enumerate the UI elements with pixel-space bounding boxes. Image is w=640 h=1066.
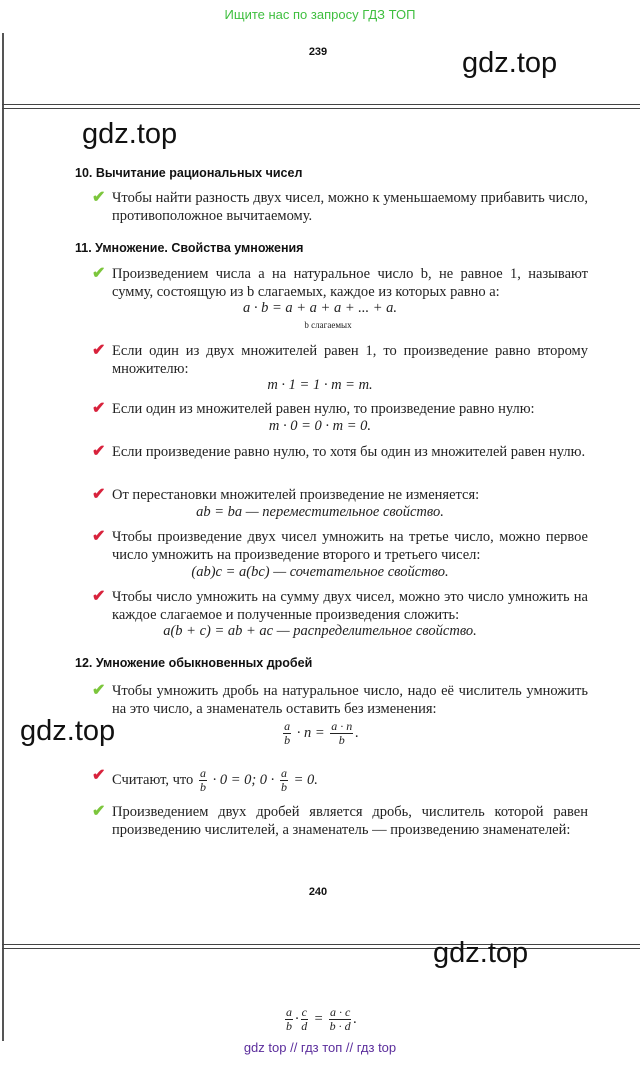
- list-item: ✔ От перестановки множителей произведение не изменяется:: [92, 486, 480, 503]
- page-number: 239: [308, 46, 328, 58]
- list-item: ✔ Чтобы умножить дробь на натуральное число, надо её числитель умножить на это число, а знаменатель оставить без изменения:: [92, 682, 588, 717]
- watermark: gdz.top: [433, 937, 529, 969]
- formula: $\frac{a}{b}$ · n = $\frac{a \cdot n}{b}$ .: [284, 719, 359, 747]
- formula: m · 1 = 1 · m = m.: [267, 377, 373, 393]
- formula: a · b = a + a + a + ... + a.: [242, 300, 398, 316]
- formula: ab = ba — переместительное свойство.: [196, 504, 444, 520]
- list-item: ✔ Чтобы найти разность двух чисел, можно к уменьшаемому прибавить число, противоположное вычитаемому.: [92, 189, 588, 224]
- page-divider: [2, 104, 640, 109]
- list-item: ✔ Произведением двух дробей является дробь, числитель которой равен произведению числителей, а знаменатель — произведению знаменателей:: [92, 803, 588, 838]
- watermark: gdz.top: [20, 715, 116, 747]
- formula: m · 0 = 0 · m = 0.: [268, 418, 372, 434]
- section-heading: 11. Умножение. Свойства умножения: [75, 241, 304, 255]
- check-icon: ✔: [92, 767, 106, 784]
- page-number: 240: [308, 886, 328, 898]
- check-icon: ✔: [92, 486, 106, 503]
- check-icon: ✔: [92, 588, 106, 605]
- list-item: ✔ Если один из множителей равен нулю, то произведение равно нулю:: [92, 400, 535, 417]
- list-item: ✔ Произведением числа a на натуральное число b, не равное 1, называют сумму, состоящую из b слагаемых, каждое из которых равно a:: [92, 265, 588, 300]
- list-item: ✔ Считают, что $\frac{a}{b}$ · 0 = 0; 0 · $\frac{a}{b}$ = 0.: [92, 766, 318, 794]
- formula-underbrace-label: b слагаемых: [304, 320, 352, 330]
- list-item: ✔ Если один из двух множителей равен 1, то произведение равно второму множителю:: [92, 342, 588, 377]
- list-item: ✔ Если произведение равно нулю, то хотя бы один из множителей равен нулю.: [92, 443, 586, 460]
- section-heading: 12. Умножение обыкновенных дробей: [75, 656, 313, 670]
- list-item: ✔ Чтобы произведение двух чисел умножить на третье число, можно первое число умножить на произведение второго и третьего чисел:: [92, 528, 588, 563]
- formula: a(b + c) = ab + ac — распределительное свойство.: [163, 623, 477, 639]
- watermark: gdz.top: [462, 47, 558, 79]
- check-icon: ✔: [92, 400, 106, 417]
- search-banner[interactable]: Ищите нас по запросу ГДЗ ТОП: [224, 7, 416, 22]
- check-icon: ✔: [92, 528, 106, 545]
- check-icon: ✔: [92, 265, 106, 282]
- footer-links[interactable]: gdz top // гдз топ // гдз top: [243, 1040, 397, 1055]
- check-icon: ✔: [92, 189, 106, 206]
- formula: $\frac{a}{b}$ · $\frac{c}{d}$ = $\frac{a \cdot c}{b \cdot d}$ .: [286, 1005, 357, 1033]
- formula: (ab)c = a(bc) — сочетательное свойство.: [191, 564, 449, 580]
- page-divider: [2, 944, 640, 949]
- check-icon: ✔: [92, 443, 106, 460]
- check-icon: ✔: [92, 342, 106, 359]
- watermark: gdz.top: [82, 118, 178, 150]
- check-icon: ✔: [92, 803, 106, 820]
- list-item: ✔ Чтобы число умножить на сумму двух чисел, можно это число умножить на каждое слагаемое и полученные произведения сложить:: [92, 588, 588, 623]
- section-heading: 10. Вычитание рациональных чисел: [75, 166, 303, 180]
- check-icon: ✔: [92, 682, 106, 699]
